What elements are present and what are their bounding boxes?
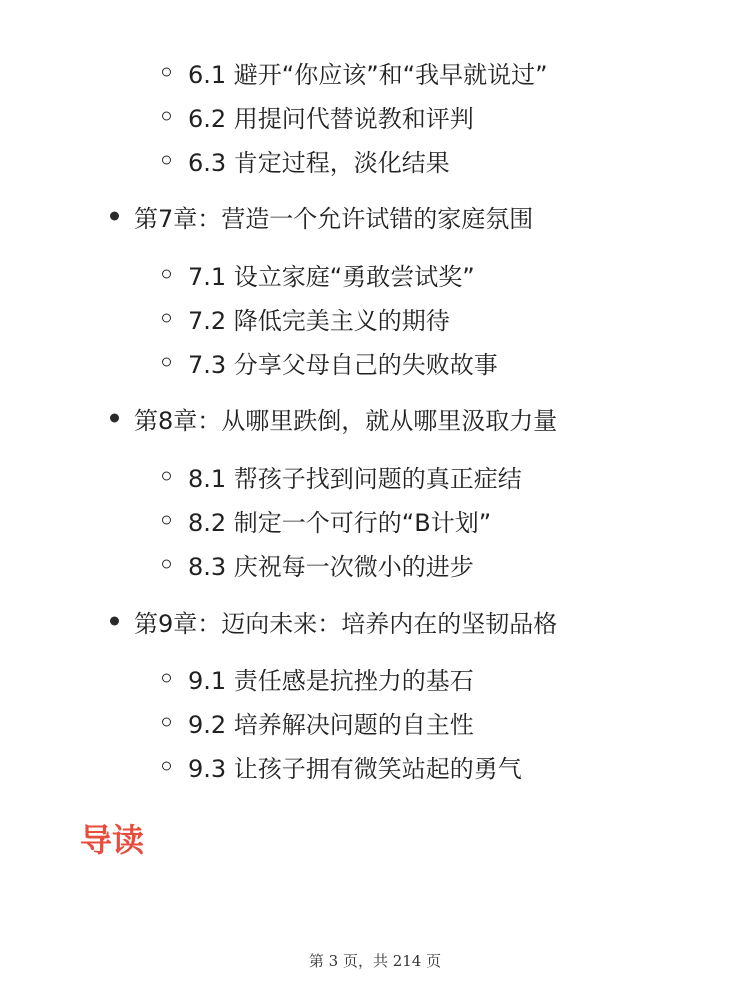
toc-section-text: 6.3 肯定过程，淡化结果 <box>188 148 450 177</box>
filled-disc-bullet-icon <box>110 414 119 423</box>
toc-section-8-1 <box>0 456 750 496</box>
toc-section-7-2 <box>0 298 750 338</box>
toc-chapter-text: 第9章：迈向未来：培养内在的坚韧品格 <box>134 609 558 638</box>
toc-chapter-9 <box>0 601 750 641</box>
hollow-circle-bullet-icon <box>162 762 171 771</box>
hollow-circle-bullet-icon <box>162 112 171 121</box>
hollow-circle-bullet-icon <box>162 560 171 569</box>
filled-disc-bullet-icon <box>110 617 119 626</box>
hollow-circle-bullet-icon <box>162 516 171 525</box>
toc-section-text: 6.1 避开“你应该”和“我早就说过” <box>188 60 548 89</box>
toc-chapter-text: 第7章：营造一个允许试错的家庭氛围 <box>134 204 534 233</box>
hollow-circle-bullet-icon <box>162 314 171 323</box>
toc-section-text: 8.2 制定一个可行的“B计划” <box>188 508 492 537</box>
toc-section-9-2 <box>0 702 750 742</box>
toc-section-6-2 <box>0 96 750 136</box>
hollow-circle-bullet-icon <box>162 270 171 279</box>
hollow-circle-bullet-icon <box>162 358 171 367</box>
page-footer: 第 3 页，共 214 页 <box>308 952 442 970</box>
filled-disc-bullet-icon <box>110 212 119 221</box>
hollow-circle-bullet-icon <box>162 718 171 727</box>
hollow-circle-bullet-icon <box>162 674 171 683</box>
hollow-circle-bullet-icon <box>162 68 171 77</box>
toc-section-text: 7.1 设立家庭“勇敢尝试奖” <box>188 262 475 291</box>
toc-section-9-3 <box>0 746 750 786</box>
toc-section-text: 6.2 用提问代替说教和评判 <box>188 104 474 133</box>
toc-section-6-1 <box>0 52 750 92</box>
toc-chapter-text: 第8章：从哪里跌倒，就从哪里汲取力量 <box>134 406 558 435</box>
toc-section-text: 9.2 培养解决问题的自主性 <box>188 710 474 739</box>
toc-section-9-1 <box>0 658 750 698</box>
toc-chapter-8 <box>0 398 750 438</box>
toc-section-text: 9.3 让孩子拥有微笑站起的勇气 <box>188 754 522 783</box>
toc-section-text: 8.1 帮孩子找到问题的真正症结 <box>188 464 522 493</box>
hollow-circle-bullet-icon <box>162 156 171 165</box>
toc-section-8-3 <box>0 544 750 584</box>
toc-section-text: 9.1 责任感是抗挫力的基石 <box>188 666 474 695</box>
hollow-circle-bullet-icon <box>162 472 171 481</box>
toc-section-6-3 <box>0 140 750 180</box>
toc-section-7-1 <box>0 254 750 294</box>
toc-section-8-2 <box>0 500 750 540</box>
toc-section-text: 7.2 降低完美主义的期待 <box>188 306 450 335</box>
toc-chapter-7 <box>0 196 750 236</box>
toc-section-7-3 <box>0 342 750 382</box>
toc-section-text: 8.3 庆祝每一次微小的进步 <box>188 552 474 581</box>
section-heading: 导读 <box>80 821 145 859</box>
toc-section-text: 7.3 分享父母自己的失败故事 <box>188 350 498 379</box>
